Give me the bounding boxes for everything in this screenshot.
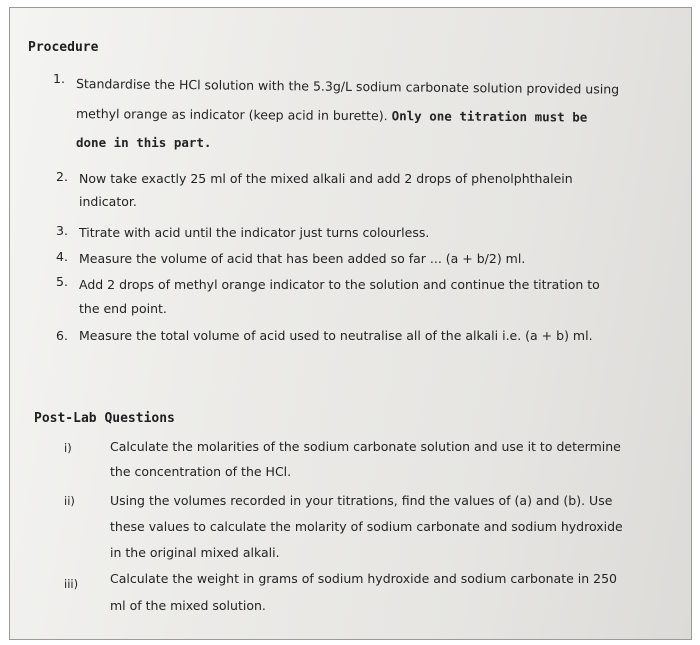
step-4-number: 4.	[56, 249, 68, 264]
step-5-line-1: Add 2 drops of methyl orange indicator to the solution and continue the titration to	[79, 277, 600, 292]
step-2-line-1: Now take exactly 25 ml of the mixed alkali and add 2 drops of phenolphthalein	[79, 171, 573, 186]
step-3-number: 3.	[56, 223, 68, 238]
step-5-number: 5.	[56, 274, 68, 289]
question-2-line-2: these values to calculate the molarity of sodium carbonate and sodium hydroxide	[110, 519, 623, 534]
step-4-line-1: Measure the volume of acid that has been added so far ... (a + b/2) ml.	[79, 251, 526, 266]
step-5-line-2: the end point.	[79, 301, 167, 316]
step-1-line-2-text: methyl orange as indicator (keep acid in burette).	[75, 106, 388, 124]
step-2-line-2: indicator.	[79, 194, 137, 209]
step-1-line-2	[76, 106, 587, 125]
question-1-number: i)	[64, 441, 72, 455]
document-page	[9, 7, 692, 640]
question-3-line-1: Calculate the weight in grams of sodium hydroxide and sodium carbonate in 250	[110, 571, 617, 586]
question-1-line-2: the concentration of the HCl.	[110, 464, 292, 479]
question-2-line-1: Using the volumes recorded in your titrations, find the values of (a) and (b). Use	[110, 493, 613, 508]
procedure-heading: Procedure	[28, 40, 99, 55]
post-lab-heading: Post-Lab Questions	[34, 411, 175, 426]
step-1-number: 1.	[53, 71, 65, 86]
question-3-number: iii)	[64, 577, 79, 591]
step-6-number: 6.	[56, 328, 68, 343]
step-1-line-1: Standardise the HCl solution with the 5.3g/L sodium carbonate solution provided using	[75, 76, 620, 97]
question-2-line-3: in the original mixed alkali.	[110, 545, 280, 560]
step-6-line-1: Measure the total volume of acid used to neutralise all of the alkali i.e. (a + b) ml.	[79, 328, 593, 343]
question-1-line-1: Calculate the molarities of the sodium carbonate solution and use it to determine	[110, 439, 621, 454]
question-3-line-2: ml of the mixed solution.	[110, 598, 266, 613]
step-2-number: 2.	[56, 169, 68, 184]
step-1-emphasis-inline: Only one titration must be	[391, 108, 588, 125]
step-3-line-1: Titrate with acid until the indicator just turns colourless.	[79, 225, 430, 240]
step-1-emphasis-line: done in this part.	[76, 135, 212, 150]
question-2-number: ii)	[64, 494, 75, 508]
